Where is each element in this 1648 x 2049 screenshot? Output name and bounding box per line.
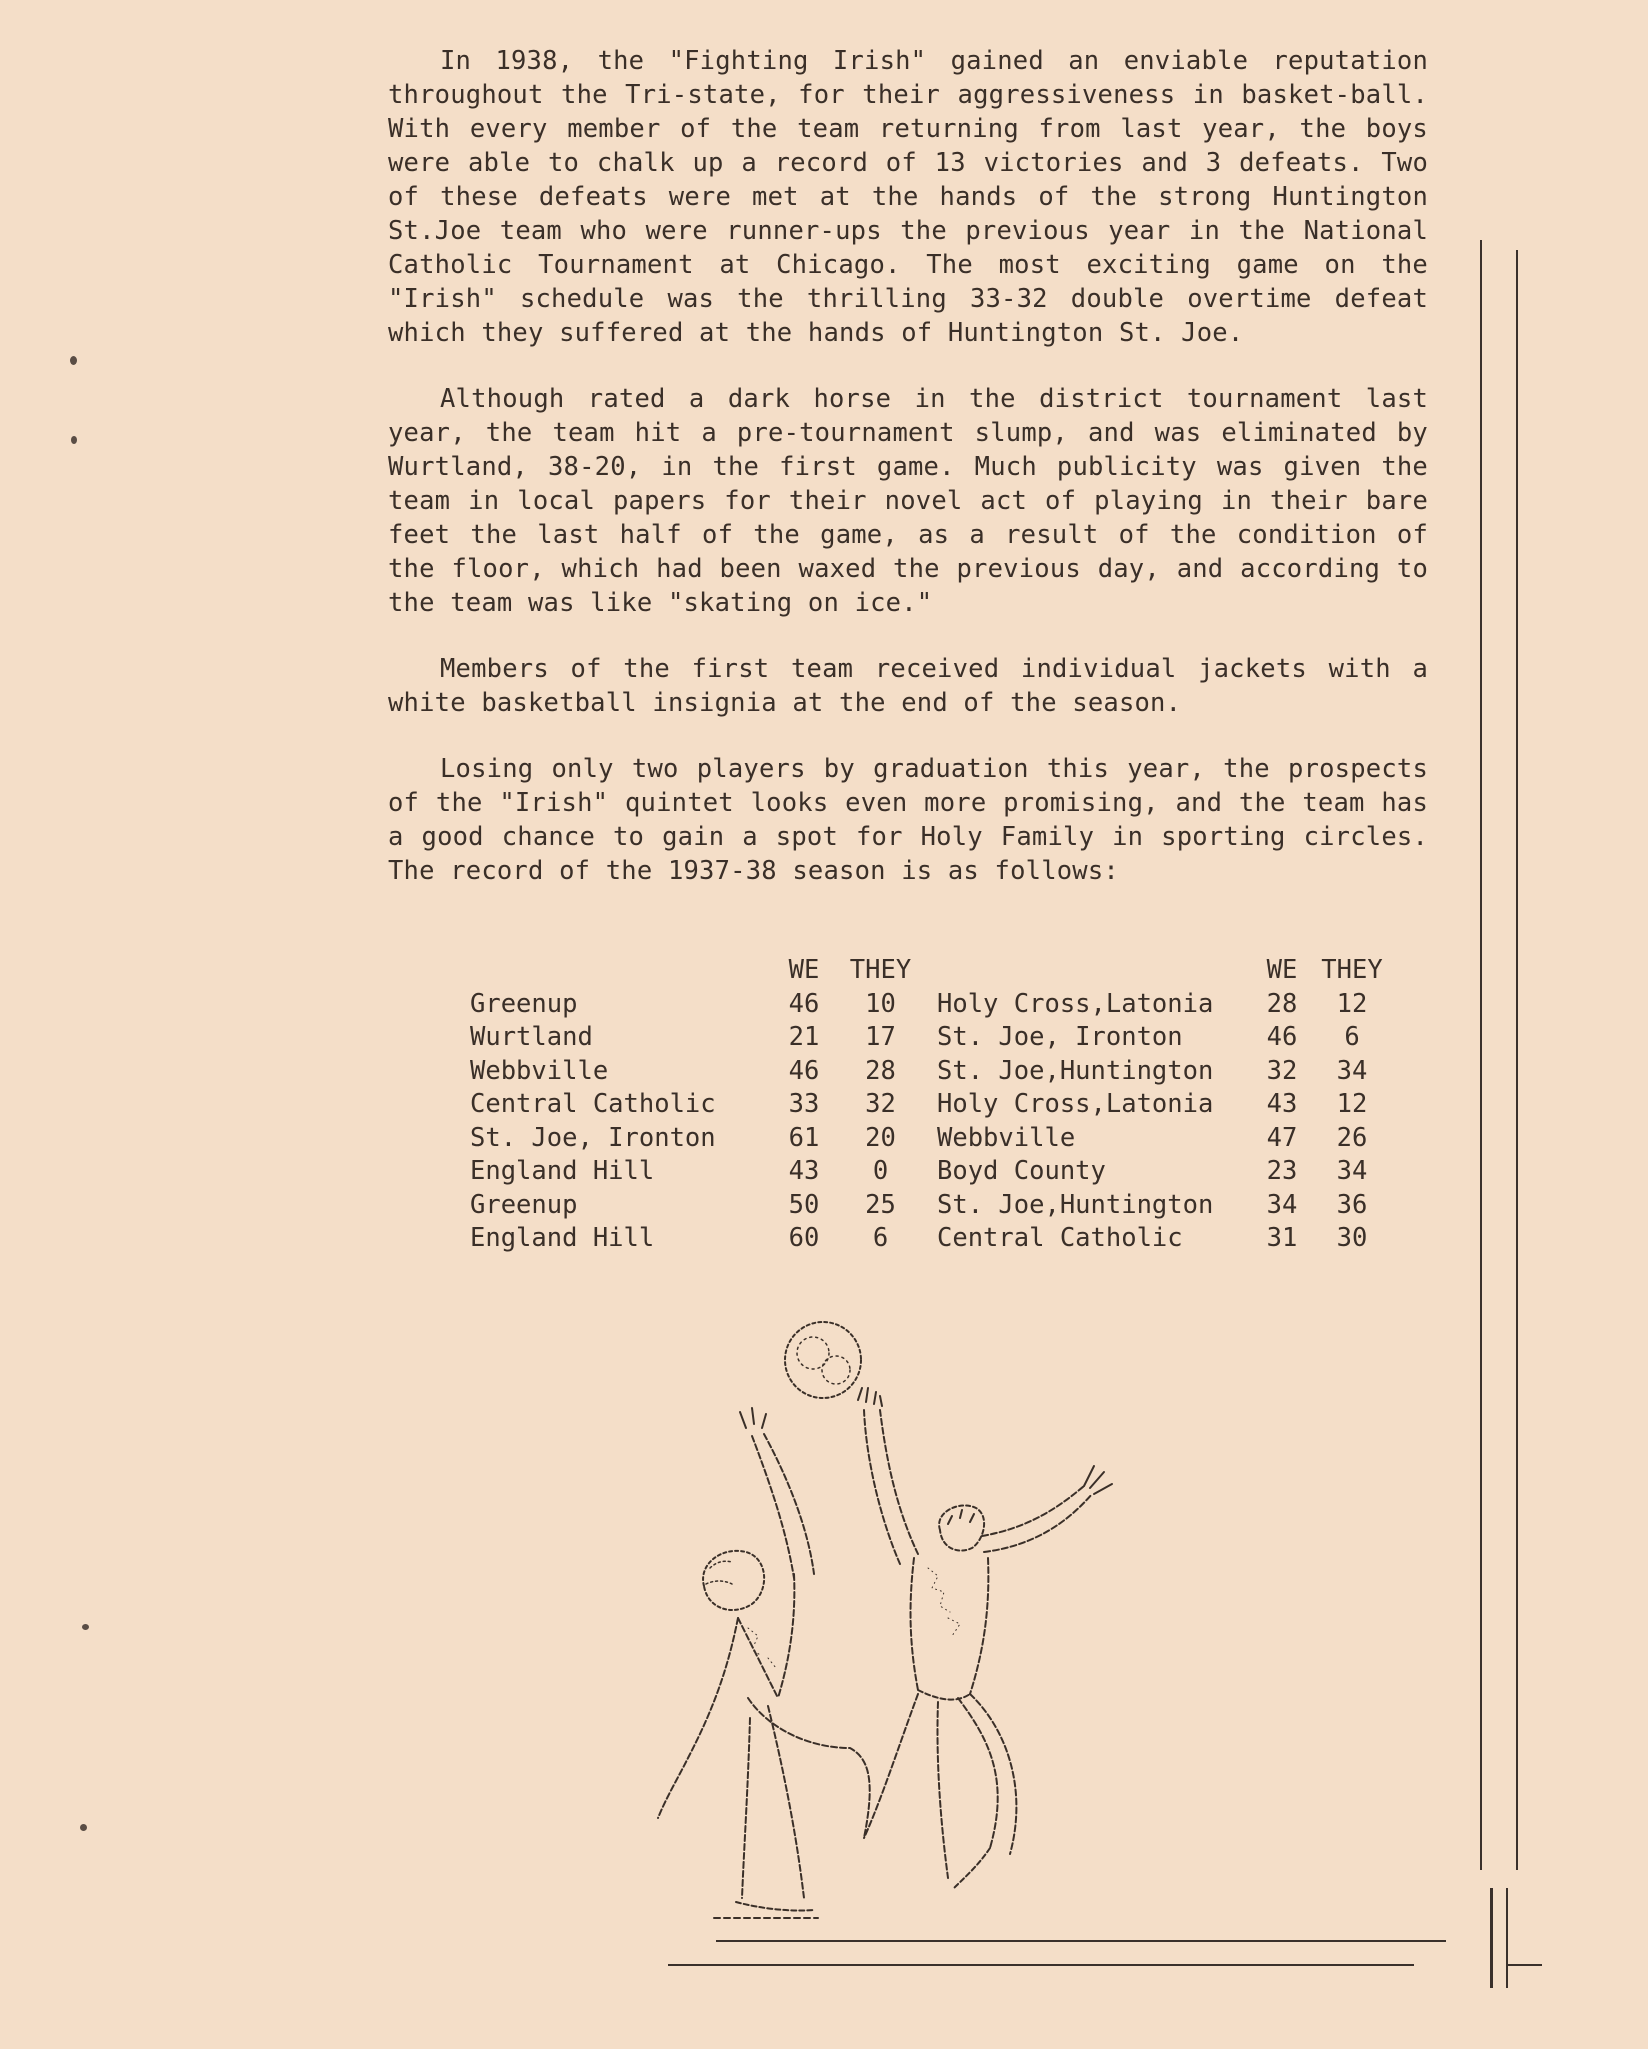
table-header-row <box>470 954 1387 988</box>
they-score: 34 <box>1336 1156 1368 1186</box>
we-score: 32 <box>1266 1055 1298 1086</box>
defending-player-figure <box>658 1408 870 1911</box>
we-header: WE <box>1266 955 1298 985</box>
opponent-name: St. Joe, Ironton <box>937 1022 1183 1052</box>
table-row <box>470 1155 1387 1189</box>
they-score: 28 <box>865 1055 896 1086</box>
opponent-name: Webbville <box>937 1122 1076 1153</box>
opponent-name: St. Joe, Ironton <box>470 1122 716 1153</box>
they-score: 34 <box>1336 1055 1368 1086</box>
we-score: 21 <box>788 1022 820 1052</box>
we-score: 60 <box>788 1223 820 1253</box>
they-score: 36 <box>1336 1189 1368 1220</box>
they-score: 17 <box>865 1022 896 1052</box>
table-row <box>470 1189 1387 1223</box>
basketball-icon <box>785 1322 861 1398</box>
opponent-name: Holy Cross,Latonia <box>937 1089 1214 1119</box>
corner-rule <box>1506 1964 1542 1966</box>
we-score: 43 <box>788 1156 820 1186</box>
they-score: 30 <box>1336 1223 1368 1253</box>
paragraph-jackets: Members of the first team received individual jackets with a white basketball insignia at the end of the season. <box>388 654 1428 718</box>
binder-hole <box>80 1824 87 1831</box>
we-score: 23 <box>1266 1156 1298 1186</box>
opponent-name: England Hill <box>470 1156 655 1186</box>
we-score: 61 <box>788 1122 820 1153</box>
corner-rule <box>1506 1888 1508 1988</box>
opponent-name: Central Catholic <box>937 1223 1183 1253</box>
binder-hole <box>82 1624 89 1630</box>
paragraph-intro: In 1938, the "Fighting Irish" gained an enviable reputation throughout the Tri-state, for their aggressiveness in basket-ball. With every member of the team returning from last year, the boys were able to chalk up a record of 13 victories and 3 defeats. Two of these defeats were met at the hands of the strong Huntington St.Joe team who were runner-ups the previous year in the National Catholic Tournament at Chicago. The most exciting game on the "Irish" schedule was the thrilling 33-32 double overtime defeat which they suffered at the hands of Huntington St. Joe. <box>388 46 1428 348</box>
opponent-name: Holy Cross,Latonia <box>937 988 1214 1019</box>
table-row <box>470 1088 1387 1122</box>
they-score: 10 <box>865 988 896 1019</box>
we-score: 31 <box>1266 1223 1298 1253</box>
table-row <box>470 1055 1387 1089</box>
they-header: THEY <box>1321 955 1383 985</box>
they-score: 12 <box>1336 1089 1368 1119</box>
opponent-name: Greenup <box>470 1189 578 1220</box>
paragraph-prospects: Losing only two players by graduation this year, the prospects of the "Irish" quintet looks even more promising, and the team has a good chance to gain a spot for Holy Family in sporting circles. The record of the 1937-38 season is as follows: <box>388 754 1428 886</box>
article-text <box>388 44 1428 888</box>
table-row <box>470 1122 1387 1156</box>
paragraph-tournament: Although rated a dark horse in the district tournament last year, the team hit a pre-tournament slump, and was eliminated by Wurtland, 38-20, in the first game. Much publicity was given the team in local papers for their novel act of playing in their bare feet the last half of the game, as a result of the condition of the floor, which had been waxed the previous day, and according to the team was like "skating on ice." <box>388 384 1428 618</box>
they-score: 25 <box>865 1189 896 1220</box>
bottom-rule <box>716 1940 1446 1942</box>
we-header: WE <box>788 955 820 985</box>
they-score: 0 <box>872 1156 889 1186</box>
right-border-rule <box>1516 250 1518 1870</box>
table-row <box>470 1222 1387 1256</box>
we-score: 46 <box>1266 1022 1298 1052</box>
we-score: 46 <box>788 988 820 1019</box>
they-score: 6 <box>1344 1022 1360 1052</box>
opponent-name: Central Catholic <box>470 1089 716 1119</box>
opponent-name: St. Joe,Huntington <box>937 1189 1214 1220</box>
opponent-name: Boyd County <box>937 1156 1106 1186</box>
binder-hole <box>70 356 77 365</box>
opponent-name: Wurtland <box>470 1022 593 1052</box>
we-score: 46 <box>788 1055 820 1086</box>
opponent-name: Greenup <box>470 988 578 1019</box>
right-border-rule <box>1480 240 1482 1870</box>
we-score: 34 <box>1266 1189 1298 1220</box>
binder-hole <box>71 436 77 444</box>
jumping-player-figure <box>858 1388 1112 1888</box>
table-row <box>470 988 1387 1022</box>
basketball-players-illustration <box>618 1318 1178 1938</box>
they-score: 6 <box>872 1223 889 1253</box>
we-score: 43 <box>1266 1089 1298 1119</box>
we-score: 47 <box>1266 1122 1298 1153</box>
opponent-name: Webbville <box>470 1055 609 1086</box>
opponent-name: England Hill <box>470 1223 655 1253</box>
opponent-name: St. Joe,Huntington <box>937 1055 1214 1086</box>
they-score: 20 <box>865 1122 896 1153</box>
we-score: 50 <box>788 1189 820 1220</box>
we-score: 28 <box>1266 988 1298 1019</box>
we-score: 33 <box>788 1089 820 1119</box>
season-record-table <box>470 954 1387 1256</box>
they-score: 26 <box>1336 1122 1368 1153</box>
table-row <box>470 1021 1387 1055</box>
they-score: 12 <box>1336 988 1368 1019</box>
bottom-rule <box>668 1964 1414 1966</box>
they-header: THEY <box>849 955 912 985</box>
they-score: 32 <box>865 1089 896 1119</box>
corner-rule <box>1490 1888 1493 1988</box>
